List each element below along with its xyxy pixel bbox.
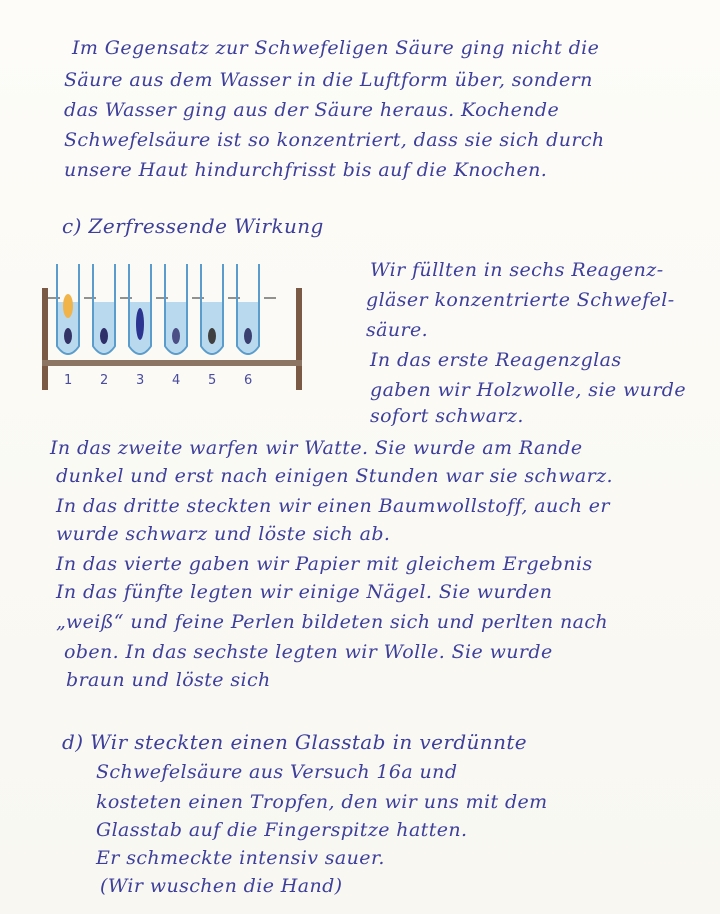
side-text-line: säure. xyxy=(366,319,429,341)
section-c-heading: c) Zerfressende Wirkung xyxy=(62,214,324,238)
tube-number-label: 6 xyxy=(244,373,253,388)
section-d-line: Er schmeckte intensiv sauer. xyxy=(96,847,385,869)
body-line: In das vierte gaben wir Papier mit gleichem Ergebnis xyxy=(56,553,593,575)
acid-liquid xyxy=(238,302,258,353)
tube-content xyxy=(136,308,144,340)
section-d-line: kosteten einen Tropfen, den wir uns mit dem xyxy=(96,791,548,813)
body-line: oben. In das sechste legten wir Wolle. Sie wurde xyxy=(64,641,553,663)
test-tube-1 xyxy=(57,264,79,354)
body-line: In das zweite warfen wir Watte. Sie wurde am Rande xyxy=(50,437,583,459)
test-tube-rack-drawing xyxy=(40,258,310,393)
test-tube-3 xyxy=(129,264,151,354)
side-text-line: sofort schwarz. xyxy=(370,405,524,427)
intro-line: das Wasser ging aus der Säure heraus. Kochende xyxy=(64,99,560,121)
section-d-line: Schwefelsäure aus Versuch 16a und xyxy=(96,761,458,783)
body-line: In das fünfte legten wir einige Nägel. Sie wurden xyxy=(56,581,553,603)
acid-liquid xyxy=(166,302,186,353)
rack-base xyxy=(42,360,302,366)
side-text-line: Wir füllten in sechs Reagenz- xyxy=(370,259,664,281)
tube-content xyxy=(100,328,108,344)
acid-liquid xyxy=(94,302,114,353)
test-tube-4 xyxy=(165,264,187,354)
test-tube-2 xyxy=(93,264,115,354)
test-tube-5 xyxy=(201,264,223,354)
tube-number-label: 2 xyxy=(100,373,109,388)
side-text-line: gläser konzentrierte Schwefel- xyxy=(366,289,675,311)
body-line: In das dritte steckten wir einen Baumwollstoff, auch er xyxy=(56,495,610,517)
side-text-line: In das erste Reagenzglas xyxy=(370,349,622,371)
intro-line: Im Gegensatz zur Schwefeligen Säure ging nicht die xyxy=(72,37,600,59)
tube-number-label: 1 xyxy=(64,373,73,388)
wood-wool-content xyxy=(63,294,73,318)
section-d-line: Glasstab auf die Fingerspitze hatten. xyxy=(96,819,468,841)
side-text-line: gaben wir Holzwolle, sie wurde xyxy=(370,379,687,401)
acid-liquid xyxy=(202,302,222,353)
section-d-line: d) Wir steckten einen Glasstab in verdünnte xyxy=(62,730,528,754)
tube-number-label: 5 xyxy=(208,373,217,388)
body-line: wurde schwarz und löste sich ab. xyxy=(56,523,391,545)
rack-post-left xyxy=(42,288,48,390)
tube-content xyxy=(208,328,216,344)
body-line: braun und löste sich xyxy=(66,669,271,691)
body-line: „weiß“ und feine Perlen bildeten sich und perlten nach xyxy=(56,611,609,633)
intro-line: Säure aus dem Wasser in die Luftform über, sondern xyxy=(64,69,593,91)
body-line: dunkel und erst nach einigen Stunden war sie schwarz. xyxy=(56,465,613,487)
tube-content xyxy=(172,328,180,344)
intro-line: unsere Haut hindurchfrisst bis auf die Knochen. xyxy=(64,159,548,181)
tube-content xyxy=(244,328,252,344)
section-d-line: (Wir wuschen die Hand) xyxy=(100,875,343,897)
intro-line: Schwefelsäure ist so konzentriert, dass sie sich durch xyxy=(64,129,605,151)
tube-number-label: 3 xyxy=(136,373,145,388)
test-tube-6 xyxy=(237,264,259,354)
rack-post-right xyxy=(296,288,302,390)
tube-content xyxy=(64,328,72,344)
tube-number-label: 4 xyxy=(172,373,181,388)
